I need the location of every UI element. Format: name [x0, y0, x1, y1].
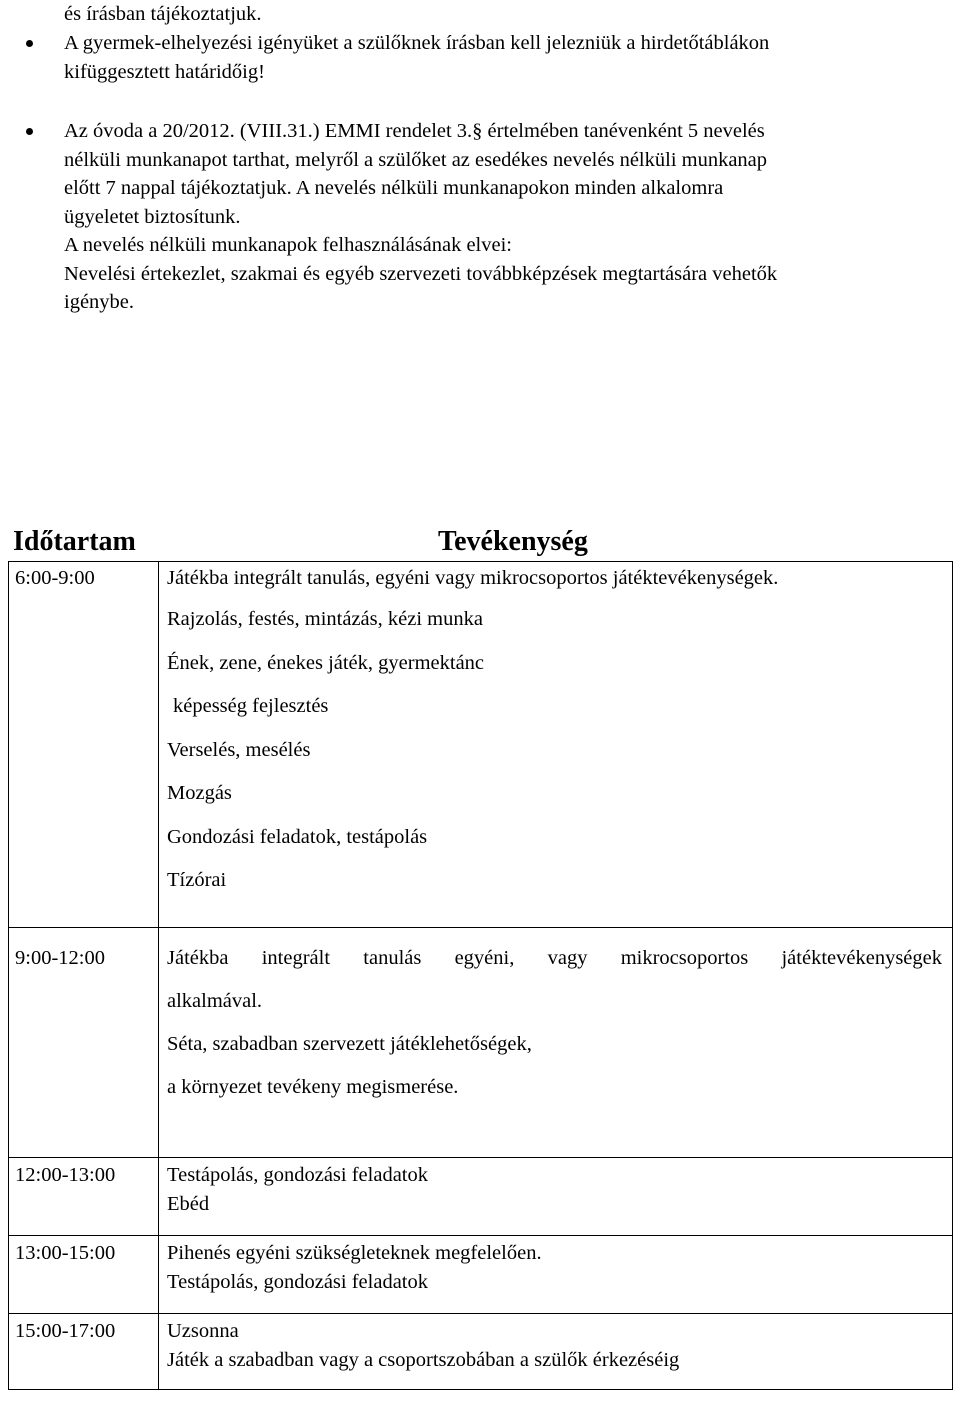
bullet-line: A nevelés nélküli munkanapok felhasználásának elvei:	[64, 234, 512, 256]
activity-line: Uzsonna	[167, 1320, 239, 1342]
bullet-line: nélküli munkanapot tarthat, melyről a szülőket az esedékes nevelés nélküli munkanap	[64, 148, 768, 171]
bullet-line: előtt 7 nappal tájékoztatjuk. A nevelés nélküli munkanapokon minden alkalomra	[64, 177, 724, 199]
activity-cell	[159, 1158, 953, 1236]
table-row	[9, 928, 953, 1158]
time-cell: 13:00-15:00	[9, 1236, 159, 1314]
activity-cell	[159, 1314, 953, 1390]
bullet-icon	[26, 40, 33, 47]
activity-cell	[159, 928, 953, 1158]
table-row	[9, 562, 953, 928]
bullet-icon	[26, 128, 33, 135]
activity-line: Ebéd	[167, 1193, 210, 1215]
activity-line: Pihenés egyéni szükségleteknek megfelelően.	[167, 1242, 542, 1264]
schedule-header	[13, 524, 953, 560]
intro-continuation-line: és írásban tájékoztatjuk.	[64, 3, 262, 25]
table-row	[9, 1236, 953, 1314]
activity-line: Játékba integrált tanulás egyéni, vagy mikrocsoportos játéktevékenységek	[167, 947, 942, 969]
intro-bullet-list	[64, 29, 944, 317]
activity-line: képesség fejlesztés	[173, 695, 329, 717]
activity-line: Játék a szabadban vagy a csoportszobában a szülők érkezéséig	[167, 1349, 680, 1371]
bullet-item-non-teaching-days	[64, 117, 944, 317]
bullet-line: igénybe.	[64, 291, 135, 313]
time-cell: 15:00-17:00	[9, 1314, 159, 1390]
bullet-line: Az óvoda a 20/2012. (VIII.31.) EMMI rendelet 3.§ értelmében tanévenként 5 nevelés	[64, 120, 765, 142]
bullet-line: kifüggesztett határidőig!	[64, 60, 265, 83]
header-activity: Tevékenység	[438, 526, 588, 557]
activity-line: Verselés, mesélés	[167, 738, 311, 761]
header-time: Időtartam	[13, 526, 136, 557]
activity-line: Tízórai	[167, 869, 227, 891]
activity-line: Testápolás, gondozási feladatok	[167, 1271, 428, 1293]
time-cell: 9:00-12:00	[9, 928, 159, 1158]
activity-line: Gondozási feladatok, testápolás	[167, 825, 428, 848]
activity-line: Testápolás, gondozási feladatok	[167, 1164, 428, 1186]
activity-cell	[159, 1236, 953, 1314]
activity-line: Játékba integrált tanulás, egyéni vagy mikrocsoportos játéktevékenységek.	[167, 567, 779, 589]
bullet-line: Nevelési értekezlet, szakmai és egyéb szervezeti továbbképzések megtartására vehetők	[64, 262, 778, 285]
activity-line: Mozgás	[167, 782, 232, 804]
activity-line: Ének, zene, énekes játék, gyermektánc	[167, 651, 485, 674]
activity-line: Séta, szabadban szervezett játéklehetőségek,	[167, 1033, 532, 1055]
table-row	[9, 1314, 953, 1390]
activity-line: a környezet tevékeny megismerése.	[167, 1076, 459, 1098]
activity-cell	[159, 562, 953, 928]
activity-line: alkalmával.	[167, 990, 263, 1012]
bullet-item-placement-request	[64, 29, 944, 86]
schedule-table	[8, 561, 953, 1390]
time-cell: 6:00-9:00	[9, 562, 159, 928]
bullet-line: ügyeletet biztosítunk.	[64, 205, 241, 228]
bullet-line: A gyermek-elhelyezési igényüket a szülőknek írásban kell jelezniük a hirdetőtáblákon	[64, 32, 770, 54]
table-row	[9, 1158, 953, 1236]
time-cell: 12:00-13:00	[9, 1158, 159, 1236]
activity-line: Rajzolás, festés, mintázás, kézi munka	[167, 608, 483, 630]
